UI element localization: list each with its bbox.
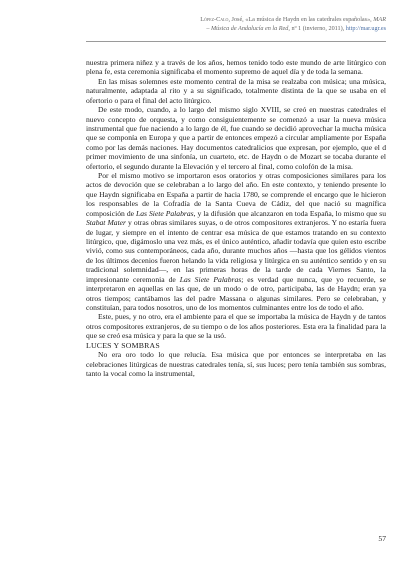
work-title: Las Siete Palabras xyxy=(136,208,194,218)
paragraph: En las misas solemnes este momento central de la misa se realzaba con música; una música, naturalmente, adaptada al rito y a su significado, totalmente distinta de la que se usaba en el ofertorio o para el final del acto litúrgico. xyxy=(86,76,386,105)
paragraph: De este modo, cuando, a lo largo del mismo siglo XVIII, se creó en nuestras catedrales el nuevo concepto de orquesta, y como consiguientemente se comenzó a usar la nueva música instrumental que fue naciendo a lo largo de él, fue cuando se decidió aprovechar la mucha música que se componía en Europa y que a partir de entonces empezó a circular ampliamente por España como por las demás naciones. Hay documentos catedralicios que expresan, por ejemplo, que el d primer movimiento de una sinfonía, un cuarteto, etc. de Haydn o de Mozart se tocaba durante el ofertorio, el segundo durante la Elevación y el tercero al final, como colofón de la misa. xyxy=(86,105,386,171)
body-text xyxy=(86,58,386,378)
work-title: Stabat Mater xyxy=(86,218,127,228)
work-title: Las Siete Palabras xyxy=(179,274,242,284)
running-header xyxy=(196,16,386,34)
page-number: 57 xyxy=(378,534,386,543)
header-author: López-Calo xyxy=(200,16,229,23)
section-title: LUCES Y SOMBRAS xyxy=(86,340,160,350)
text-run: ; es verdad que nunca, que yo recuerde, se interpretaron en aquellas en las que, de un modo o de otro, participaba, las de Haydn; eran ya otros tiempos; cantábamos las del padre Massana o algunas similares. Pero se celebraban, y constituían, para todos nosotros, uno de los momentos culminantes entre los de todo el año. xyxy=(86,274,386,312)
header-journal: MAR – Música de Andalucía en la Red xyxy=(206,16,386,32)
header-link[interactable]: http://mar.ugr.es xyxy=(345,24,386,32)
header-rule xyxy=(86,41,386,42)
paragraph: Este, pues, y no otro, era el ambiente para el que se importaba la música de Haydn y de tantos otros compositores extranjeros, de su tiempo o de los años posteriores. Esta era la finalidad para la que se creó esa música y para la que se la usó. xyxy=(86,312,386,341)
paragraph xyxy=(86,171,386,312)
header-issue: , nº 1 (invierno, 2011), xyxy=(288,24,346,32)
paragraph: No era oro todo lo que relucía. Esa música que por entonces se interpretaba en las celebraciones litúrgicas de nuestras catedrales tenía, sí, sus luces; pero tenía también sus sombras, tanto la vocal como la instrumental, xyxy=(86,350,386,378)
text-run: Por el mismo motivo se importaron esos oratorios y otras composiciones similares para los actos de devoción que se celebraban a lo largo del año. En este contexto, y teniendo presente lo que Haydn significaba en España a partir de hacia 1780, se comprende el encargo que le hicieron los responsables de la Cofradía de la Santa Cueva de Cádiz, del que nació su magnífica composición de xyxy=(86,171,386,218)
header-author-rest: , José, «La música de Haydn en las catedrales españolas», xyxy=(228,16,374,23)
text-run: , y la difusión que alcanzaron en toda España, lo mismo que su xyxy=(193,208,386,218)
text-run: y otras obras similares suyas, o de otros compositores extranjeros. Y no estaría fuera de lugar, y siempre en el intento de centrar esa música de que estamos tratando en su contexto litúrgico, que, digámoslo una vez más, es el único auténtico, añadir todavía que quien esto escribe vivió, como sus contemporáneos, cada año, durante muchos años —hasta que los gélidos vientos de los últimos decenios fueron helando la vida religiosa y litúrgica en su auténtico sentido y en su tradicional solemnidad—, en las primeras horas de la tarde de cada Viernes Santo, la impresionante ceremonia de xyxy=(86,218,386,284)
paragraph: nuestra primera niñez y a través de los años, hemos tenido todo este mundo de arte litúrgico con plena fe, esta ceremonia significaba el momento supremo de aquel día y de toda la semana. xyxy=(86,58,386,77)
